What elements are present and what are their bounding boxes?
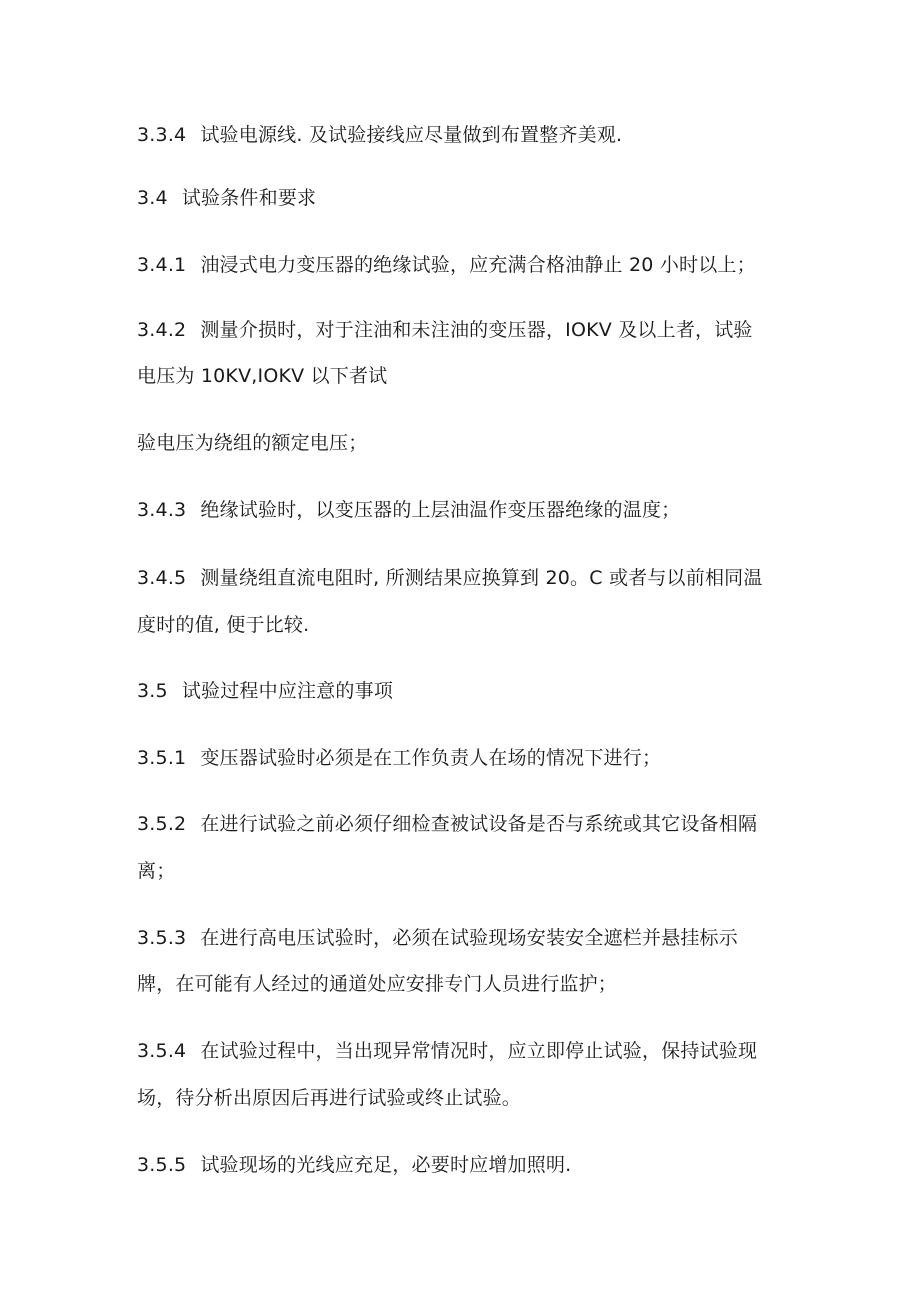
clause-number: 3.4 [137, 187, 168, 209]
clause-3-4-2-continued [137, 431, 367, 455]
clause-3-5-5 [137, 1153, 571, 1177]
clause-number: 3.5.5 [137, 1154, 187, 1176]
clause-number: 3.4.3 [137, 499, 187, 521]
clause-3-5-1 [137, 746, 661, 770]
clause-3-5-4-continued [137, 1086, 521, 1110]
clause-3-5-3-continued [137, 972, 617, 996]
clause-3-3-4 [137, 123, 622, 147]
clause-3-5-2 [137, 812, 757, 836]
clause-number: 3.4.2 [137, 319, 187, 341]
clause-text: 在试验过程中，当出现异常情况时，应立即停止试验，保持试验现 [200, 1040, 758, 1062]
clause-text: 绝缘试验时，以变压器的上层油温作变压器绝缘的温度； [200, 499, 681, 521]
clause-text: 试验现场的光线应充足，必要时应增加照明. [200, 1154, 572, 1176]
clause-number: 3.3.4 [137, 124, 187, 146]
clause-number: 3.5.4 [137, 1040, 187, 1062]
clause-number: 3.4.1 [137, 254, 187, 276]
section-3-5-heading [137, 679, 393, 703]
clause-number: 3.4.5 [137, 567, 187, 589]
clause-text: 油浸式电力变压器的绝缘试验，应充满合格油静止 20 小时以上； [200, 254, 756, 276]
clause-text: 测量介损时，对于注油和未注油的变压器，IOKV 及以上者，试验 [200, 319, 753, 341]
clause-text: 电压为 10KV,IOKV 以下者试 [137, 365, 388, 387]
clause-text: 变压器试验时必须是在工作负责人在场的情况下进行； [200, 747, 662, 769]
clause-number: 3.5.2 [137, 813, 187, 835]
clause-3-4-1 [137, 253, 756, 277]
clause-text: 试验条件和要求 [181, 187, 317, 209]
section-3-4-heading [137, 186, 316, 210]
clause-3-4-3 [137, 498, 680, 522]
clause-number: 3.5.1 [137, 747, 187, 769]
clause-text: 试验过程中应注意的事项 [181, 680, 394, 702]
clause-3-5-3 [137, 926, 738, 950]
clause-text: 场，待分析出原因后再进行试验或终止试验。 [137, 1087, 522, 1109]
clause-text: 在进行试验之前必须仔细检查被试设备是否与系统或其它设备相隔 [200, 813, 758, 835]
clause-text: 在进行高电压试验时，必须在试验现场安装安全遮栏并悬挂标示 [200, 927, 738, 949]
clause-text: 牌，在可能有人经过的通道处应安排专门人员进行监护； [137, 973, 618, 995]
clause-3-4-2 [137, 318, 753, 342]
clause-3-4-5 [137, 566, 763, 590]
clause-3-5-4 [137, 1039, 757, 1063]
clause-number: 3.5 [137, 680, 168, 702]
clause-text: 度时的值, 便于比较. [137, 614, 310, 636]
clause-text: 试验电源线. 及试验接线应尽量做到布置整齐美观. [200, 124, 623, 146]
clause-3-5-2-continued [137, 859, 175, 883]
clause-number: 3.5.3 [137, 927, 187, 949]
clause-3-4-2-continued [137, 364, 387, 388]
clause-3-4-5-continued [137, 613, 309, 637]
clause-text: 验电压为绕组的额定电压； [137, 432, 368, 454]
clause-text: 离； [137, 860, 176, 882]
clause-text: 测量绕组直流电阻时, 所测结果应换算到 20。C 或者与以前相同温 [200, 567, 763, 589]
